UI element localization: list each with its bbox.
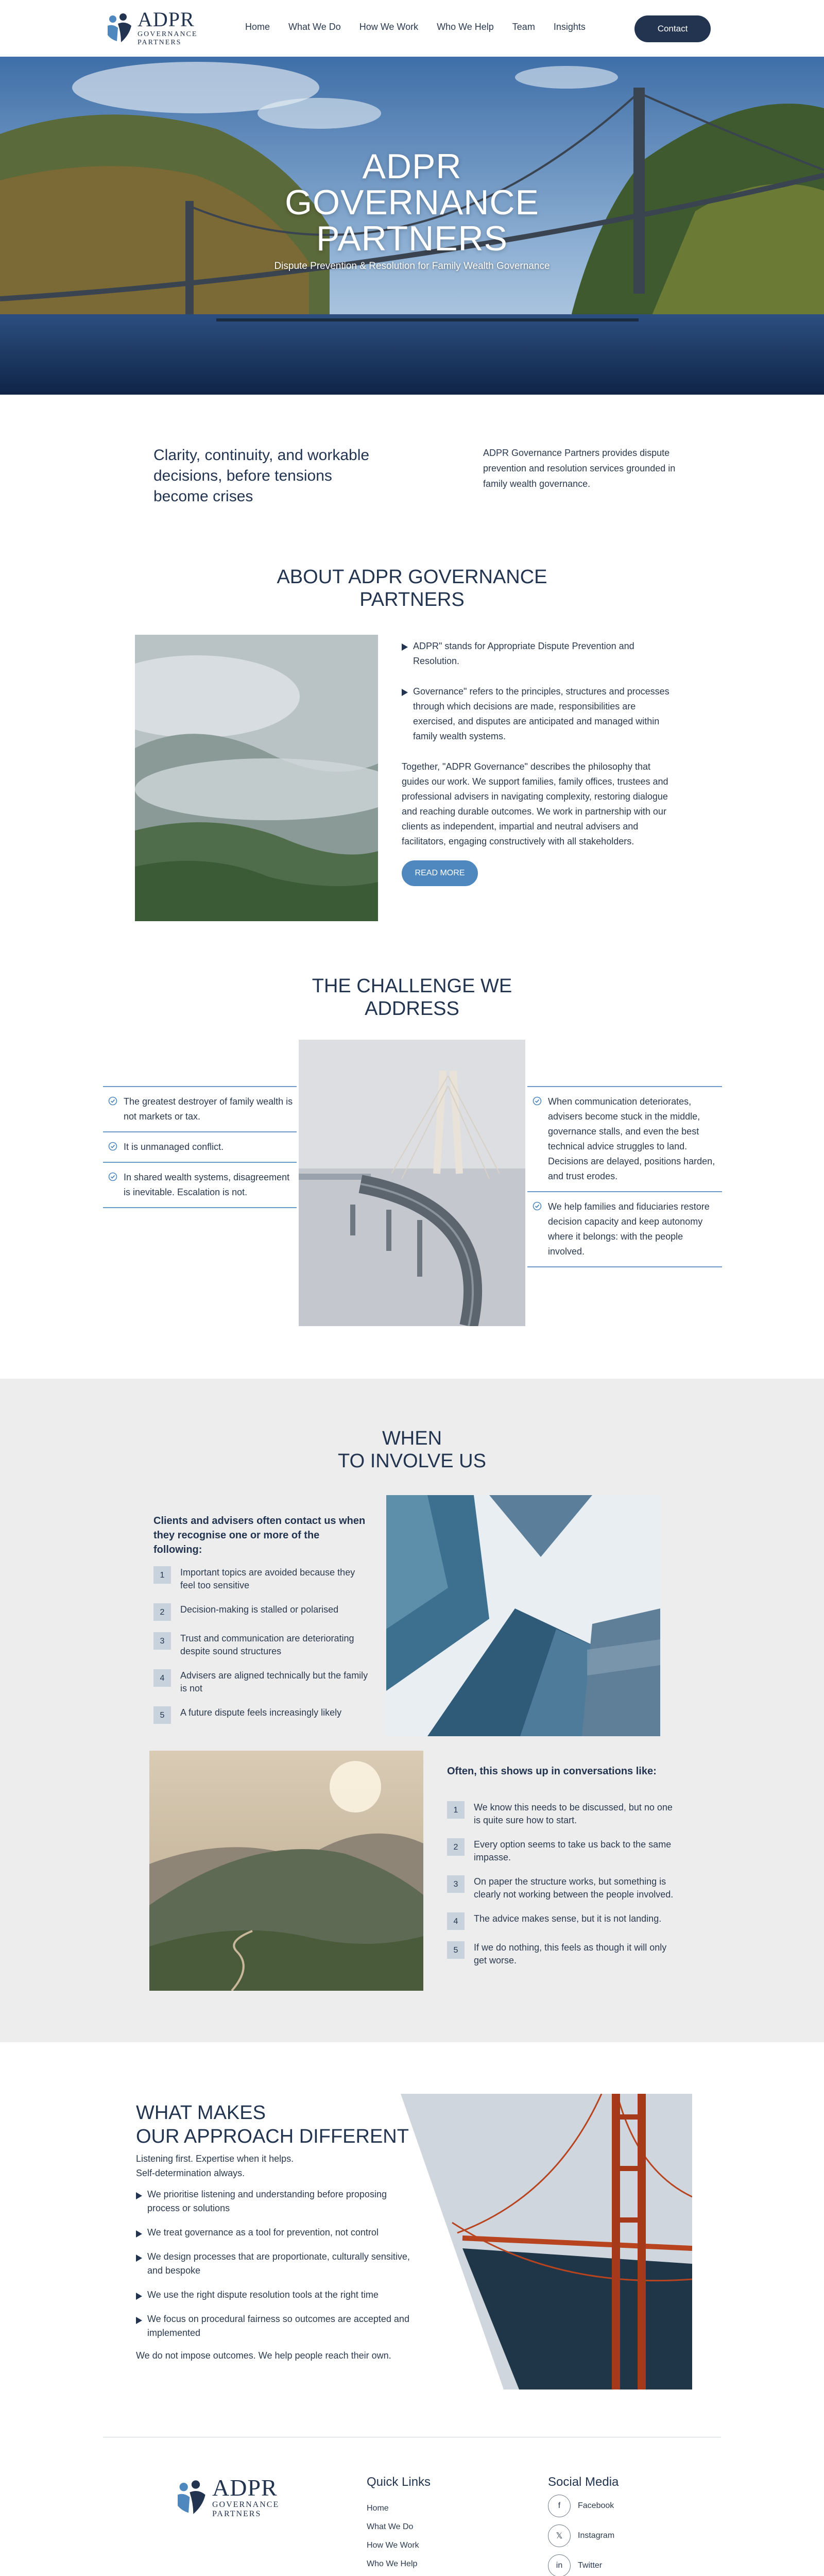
numbered-item-text: The advice makes sense, but it is not landing. [474, 1913, 662, 1924]
when-title-line-2: TO INVOLVE US [338, 1450, 486, 1472]
about-bullet-text: ADPR" stands for Appropriate Dispute Prevention and Resolution. [413, 641, 634, 666]
number-badge: 3 [153, 1632, 171, 1650]
when-list-1 [153, 1566, 370, 1735]
number-badge: 1 [447, 1801, 465, 1819]
logo-mark-icon [175, 2479, 209, 2515]
numbered-item [153, 1706, 370, 1724]
numbered-item [153, 1566, 370, 1592]
mountain-sunrise-image [149, 1751, 423, 1991]
sea-bridge-image [299, 1040, 525, 1326]
challenge-item [527, 1191, 722, 1267]
numbered-item-text: Decision-making is stalled or polarised [180, 1604, 339, 1615]
numbered-item [447, 1801, 674, 1827]
about-bullet [402, 684, 680, 744]
nav-insights[interactable]: Insights [553, 22, 586, 32]
footer-logo-subtitle-2: PARTNERS [212, 2510, 262, 2518]
approach-title [136, 2101, 445, 2148]
approach-bullet [136, 2288, 414, 2302]
approach-bullet [136, 2226, 414, 2240]
triangle-bullet-icon [402, 643, 408, 651]
about-title-line-2: PARTNERS [359, 589, 465, 611]
triangle-bullet-icon [136, 2317, 142, 2324]
footer-logo-title: ADPR [212, 2475, 278, 2501]
check-circle-icon [533, 1096, 542, 1106]
logo-title: ADPR [138, 8, 195, 31]
challenge-right-list [527, 1086, 722, 1267]
approach-bullet [136, 2312, 414, 2340]
numbered-item [153, 1603, 370, 1621]
numbered-item-text: On paper the structure works, but something is clearly not working between the people involved. [474, 1876, 674, 1900]
logo-subtitle-1: GOVERNANCE [138, 30, 198, 38]
nav-who-we-help[interactable]: Who We Help [437, 22, 494, 32]
numbered-item-text: A future dispute feels increasingly likely [180, 1707, 342, 1718]
nav-what-we-do[interactable]: What We Do [288, 22, 341, 32]
numbered-item [447, 1912, 674, 1930]
x-icon[interactable]: 𝕏 [548, 2524, 571, 2547]
social-label[interactable]: Twitter [578, 2561, 603, 2570]
numbered-item [153, 1632, 370, 1658]
footer-link-how-we-work[interactable]: How We Work [367, 2541, 419, 2550]
social-facebook[interactable] [548, 2495, 614, 2517]
check-circle-icon [533, 1201, 542, 1211]
when-intro-2: Often, this shows up in conversations like: [447, 1766, 657, 1777]
number-badge: 5 [447, 1941, 465, 1959]
social-label[interactable]: Instagram [578, 2531, 615, 2540]
linkedin-icon[interactable]: in [548, 2554, 571, 2576]
approach-bullet [136, 2250, 414, 2278]
about-paragraph: Together, "ADPR Governance" describes the philosophy that guides our work. We support families, family offices, trustees and professional advisers in navigating complexity, restoring dialogue and reaching durable outcomes. We work in partnership with our clients as independent, impartial and neutral advisers and facilitators, engaging constructively with all stakeholders. [402, 761, 668, 846]
check-circle-icon [108, 1142, 117, 1151]
challenge-item [103, 1086, 297, 1131]
about-title [0, 566, 824, 611]
numbered-item [447, 1838, 674, 1864]
about-title-line-1: ABOUT ADPR GOVERNANCE [277, 566, 547, 588]
numbered-item [447, 1941, 674, 1967]
numbered-item-text: Every option seems to take us back to the same impasse. [474, 1839, 672, 1862]
social-twitter[interactable] [548, 2554, 614, 2576]
main-nav [245, 22, 604, 32]
check-circle-icon [108, 1172, 117, 1181]
number-badge: 2 [447, 1838, 465, 1856]
facebook-icon[interactable]: f [548, 2495, 571, 2517]
hero-title-line-1: ADPR [362, 147, 462, 186]
numbered-item-text: Trust and communication are deteriorating despite sound structures [180, 1633, 354, 1656]
number-badge: 4 [153, 1669, 171, 1687]
hero-banner [0, 57, 824, 395]
social-media-title: Social Media [548, 2475, 619, 2489]
approach-subtitle [136, 2151, 404, 2180]
social-instagram[interactable] [548, 2524, 614, 2547]
numbered-item [447, 1875, 674, 1901]
approach-footer-text: We do not impose outcomes. We help people reach their own. [136, 2350, 391, 2361]
nav-home[interactable]: Home [245, 22, 270, 32]
intro-description: ADPR Governance Partners provides dispute prevention and resolution services grounded in family wealth governance. [483, 448, 676, 489]
hero-title-line-2: GOVERNANCE [285, 183, 539, 222]
numbered-item-text: We know this needs to be discussed, but no one is quite sure how to start. [474, 1802, 673, 1825]
challenge-title-line-1: THE CHALLENGE WE [312, 975, 512, 997]
approach-list [136, 2188, 414, 2350]
social-label[interactable]: Facebook [578, 2501, 614, 2510]
when-intro-1: Clients and advisers often contact us when they recognise one or more of the following: [153, 1515, 366, 1555]
read-more-button[interactable]: READ MORE [402, 860, 478, 886]
challenge-item-text: The greatest destroyer of family wealth is not markets or tax. [124, 1096, 293, 1122]
number-badge: 2 [153, 1603, 171, 1621]
approach-subtitle-line-1: Listening first. Expertise when it helps. [136, 2154, 294, 2164]
hero-subtitle: Dispute Prevention & Resolution for Family Wealth Governance [274, 261, 550, 272]
number-badge: 4 [447, 1912, 465, 1930]
footer-logo[interactable] [175, 2476, 279, 2518]
numbered-item-text: If we do nothing, this feels as though it will only get worse. [474, 1942, 667, 1965]
approach-bullet-text: We focus on procedural fairness so outcomes are accepted and implemented [147, 2314, 409, 2338]
contact-button[interactable]: Contact [634, 15, 711, 42]
number-badge: 5 [153, 1706, 171, 1724]
challenge-item [103, 1162, 297, 1208]
about-bullet-text: Governance" refers to the principles, structures and processes through which decisions are made, responsibilities are exercised, and disputes are anticipated and managed within family wealth systems. [413, 686, 670, 741]
triangle-bullet-icon [402, 689, 408, 696]
approach-title-line-1: WHAT MAKES [136, 2102, 266, 2124]
about-bullet [402, 639, 680, 669]
check-circle-icon [108, 1096, 117, 1106]
intro-tagline: Clarity, continuity, and workable decisions, before tensions become crises [153, 447, 370, 505]
challenge-title [0, 975, 824, 1020]
approach-title-line-2: OUR APPROACH DIFFERENT [136, 2126, 409, 2147]
triangle-bullet-icon [136, 2255, 142, 2262]
footer-link-who-we-help[interactable]: Who We Help [367, 2560, 418, 2568]
nav-how-we-work[interactable]: How We Work [359, 22, 419, 32]
number-badge: 1 [153, 1566, 171, 1584]
footer-link-what-we-do[interactable]: What We Do [367, 2522, 414, 2531]
challenge-item-text: It is unmanaged conflict. [124, 1142, 224, 1152]
site-header [0, 0, 824, 57]
hero-title-line-3: PARTNERS [316, 219, 508, 258]
footer-logo-subtitle-1: GOVERNANCE [212, 2500, 280, 2509]
approach-subtitle-line-2: Self-determination always. [136, 2168, 245, 2178]
approach-bullet-text: We use the right dispute resolution tools at the right time [147, 2290, 379, 2300]
numbered-item-text: Important topics are avoided because they feel too sensitive [180, 1567, 355, 1590]
triangle-bullet-icon [136, 2230, 142, 2238]
challenge-item [103, 1131, 297, 1162]
numbered-item [153, 1669, 370, 1695]
logo-subtitle-2: PARTNERS [138, 39, 182, 46]
approach-bullet-text: We treat governance as a tool for prevention, not control [147, 2227, 379, 2238]
footer-link-home[interactable]: Home [367, 2504, 389, 2513]
skyscrapers-image [386, 1495, 660, 1736]
hero-title [0, 148, 824, 257]
golden-gate-image [401, 2094, 692, 2389]
when-list-2 [447, 1801, 674, 1978]
social-links [548, 2495, 614, 2576]
challenge-title-line-2: ADDRESS [365, 998, 459, 1020]
approach-bullet-text: We design processes that are proportionate, culturally sensitive, and bespoke [147, 2251, 410, 2276]
challenge-item-text: In shared wealth systems, disagreement is inevitable. Escalation is not. [124, 1172, 290, 1197]
about-content [402, 639, 680, 886]
numbered-item-text: Advisers are aligned technically but the family is not [180, 1670, 368, 1693]
triangle-bullet-icon [136, 2192, 142, 2199]
quick-links-title: Quick Links [367, 2475, 431, 2489]
challenge-item-text: We help families and fiduciaries restore decision capacity and keep autonomy where it belongs: with the people involved. [548, 1201, 710, 1257]
triangle-bullet-icon [136, 2293, 142, 2300]
challenge-item-text: When communication deteriorates, advisers become stuck in the middle, governance stalls, and even the best technical advice struggles to land. Decisions are delayed, positions harden, and trust erodes. [548, 1096, 715, 1181]
misty-forest-image [135, 635, 378, 921]
nav-team[interactable]: Team [512, 22, 535, 32]
challenge-item [527, 1086, 722, 1191]
site-logo[interactable] [106, 9, 197, 46]
approach-bullet-text: We prioritise listening and understanding before proposing process or solutions [147, 2189, 387, 2213]
quick-links [367, 2503, 419, 2576]
when-title-line-1: WHEN [382, 1428, 442, 1449]
logo-mark-icon [106, 12, 134, 43]
approach-bullet [136, 2188, 414, 2215]
challenge-left-list [103, 1086, 297, 1208]
number-badge: 3 [447, 1875, 465, 1893]
when-title [0, 1427, 824, 1472]
